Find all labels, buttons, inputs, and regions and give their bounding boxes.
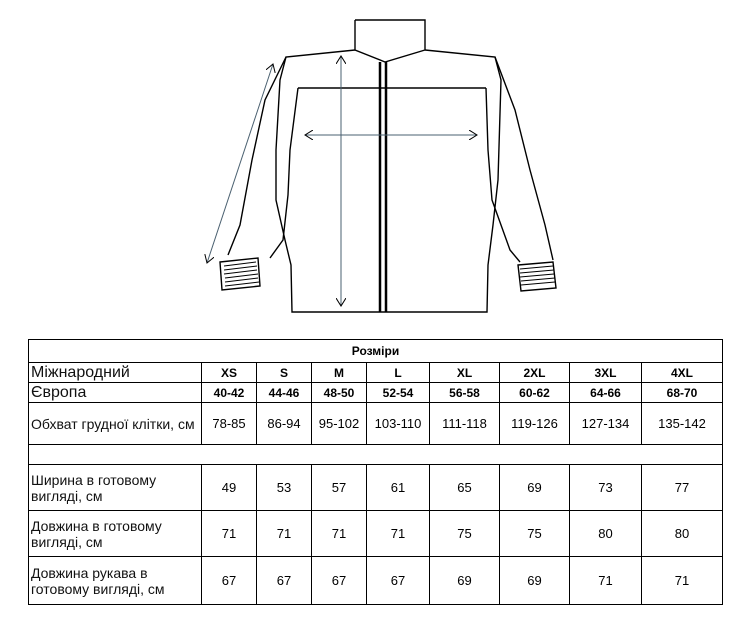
chest-cell: 135-142 <box>642 403 723 445</box>
chest-cell: 127-134 <box>570 403 642 445</box>
chest-row <box>29 403 723 445</box>
europe-cell: 44-46 <box>257 383 312 403</box>
chest-cell: 119-126 <box>500 403 570 445</box>
width-cell: 61 <box>367 465 430 511</box>
width-row <box>29 465 723 511</box>
international-label: Міжнародний <box>29 363 202 383</box>
length-cell: 75 <box>500 511 570 557</box>
sleeve-cell: 69 <box>500 557 570 605</box>
width-cell: 49 <box>202 465 257 511</box>
size-cell: 4XL <box>642 363 723 383</box>
length-label: Довжина в готовому вигляді, см <box>29 511 202 557</box>
size-cell: XS <box>202 363 257 383</box>
width-label: Ширина в готовому вигляді, см <box>29 465 202 511</box>
length-cell: 71 <box>367 511 430 557</box>
chest-cell: 86-94 <box>257 403 312 445</box>
sleeve-cell: 67 <box>202 557 257 605</box>
length-row <box>29 511 723 557</box>
europe-cell: 68-70 <box>642 383 723 403</box>
europe-cell: 52-54 <box>367 383 430 403</box>
length-cell: 71 <box>202 511 257 557</box>
sleeve-cell: 71 <box>570 557 642 605</box>
length-cell: 75 <box>430 511 500 557</box>
size-cell: S <box>257 363 312 383</box>
sleeve-cell: 69 <box>430 557 500 605</box>
length-cell: 71 <box>257 511 312 557</box>
size-cell: 2XL <box>500 363 570 383</box>
europe-cell: 60-62 <box>500 383 570 403</box>
europe-cell: 40-42 <box>202 383 257 403</box>
length-cell: 71 <box>312 511 367 557</box>
length-cell: 80 <box>642 511 723 557</box>
size-cell: XL <box>430 363 500 383</box>
width-cell: 57 <box>312 465 367 511</box>
width-cell: 65 <box>430 465 500 511</box>
chest-cell: 95-102 <box>312 403 367 445</box>
width-cell: 69 <box>500 465 570 511</box>
size-cell: 3XL <box>570 363 642 383</box>
sleeve-cell: 67 <box>367 557 430 605</box>
length-cell: 80 <box>570 511 642 557</box>
chest-label: Обхват грудної клітки, см <box>29 403 202 445</box>
europe-row <box>29 383 723 403</box>
chest-cell: 103-110 <box>367 403 430 445</box>
table-title: Розміри <box>29 340 723 363</box>
sleeve-cell: 67 <box>257 557 312 605</box>
international-row <box>29 363 723 383</box>
sleeve-cell: 71 <box>642 557 723 605</box>
spacer-cell <box>29 445 723 465</box>
sleeve-cell: 67 <box>312 557 367 605</box>
europe-label: Європа <box>29 383 202 403</box>
europe-cell: 48-50 <box>312 383 367 403</box>
size-cell: L <box>367 363 430 383</box>
chest-cell: 111-118 <box>430 403 500 445</box>
sleeve-row <box>29 557 723 605</box>
size-table <box>28 339 723 605</box>
chest-cell: 78-85 <box>202 403 257 445</box>
europe-cell: 64-66 <box>570 383 642 403</box>
width-cell: 53 <box>257 465 312 511</box>
width-cell: 77 <box>642 465 723 511</box>
sleeve-label: Довжина рукава в готовому вигляді, см <box>29 557 202 605</box>
width-cell: 73 <box>570 465 642 511</box>
spacer-row <box>29 445 723 465</box>
europe-cell: 56-58 <box>430 383 500 403</box>
size-cell: M <box>312 363 367 383</box>
